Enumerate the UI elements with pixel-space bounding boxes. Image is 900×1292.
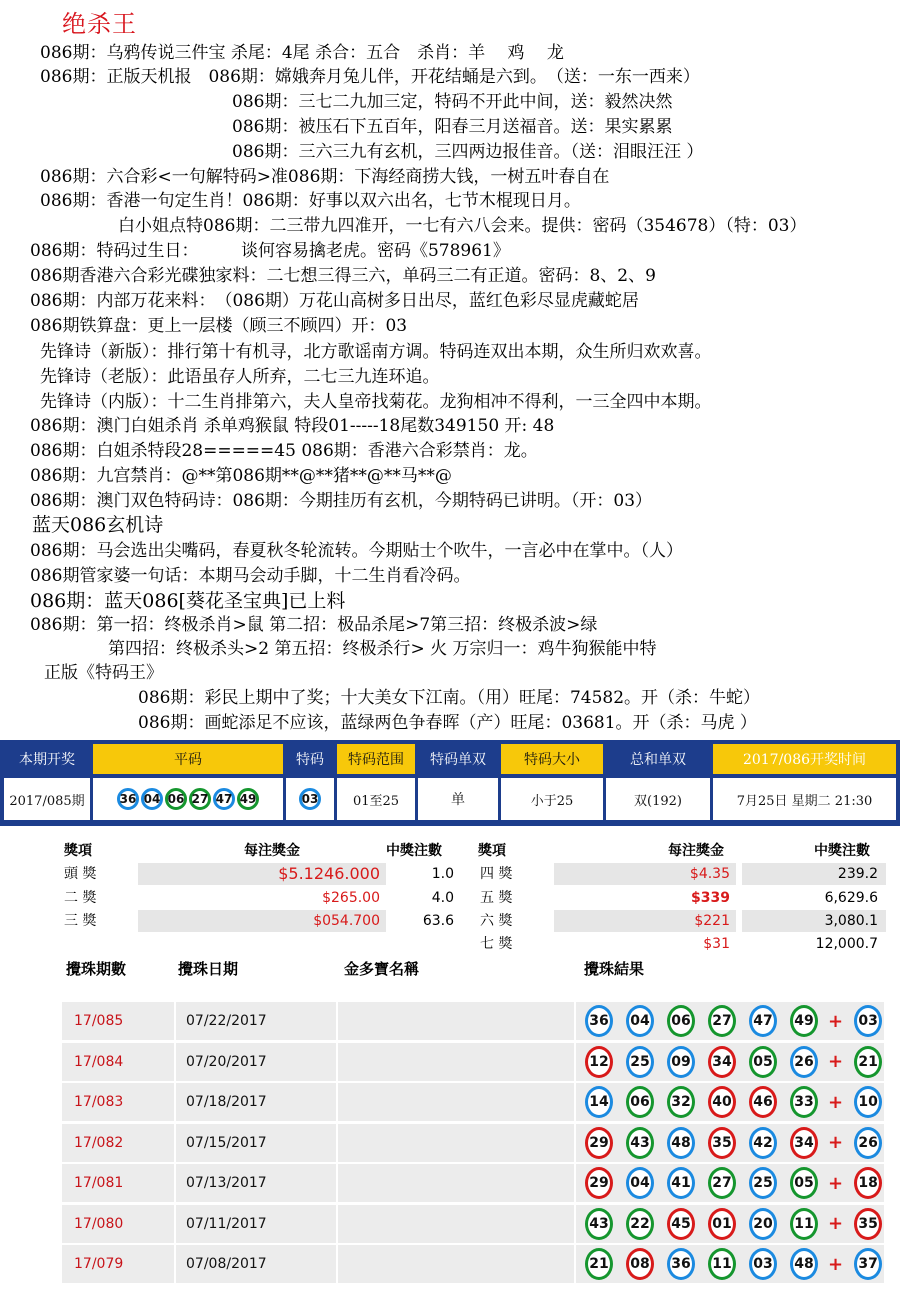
plus-icon: +	[828, 1172, 844, 1194]
table-row	[62, 1043, 884, 1081]
prize-row	[476, 863, 886, 885]
prize-count: 4.0	[431, 890, 454, 906]
draw-time: 7月25日 星期二 21:30	[713, 778, 896, 820]
plus-icon: +	[828, 1010, 844, 1032]
number-ball: 09	[667, 1046, 695, 1078]
number-ball: 04	[141, 788, 163, 810]
text-line: 正版《特码王》	[44, 663, 163, 683]
text-line: 086期：蓝天086[葵花圣宝典]已上料	[30, 590, 346, 612]
number-ball: 48	[667, 1127, 695, 1159]
number-ball: 43	[626, 1127, 654, 1159]
prize-header: 中獎注數	[386, 843, 442, 859]
text-line: 086期：特码过生日： 谈何容易擒老虎。密码《578961》	[30, 241, 510, 261]
column-divider	[174, 1124, 176, 1162]
number-ball: 08	[626, 1248, 654, 1280]
prize-amount: $339	[691, 890, 730, 906]
column-divider	[336, 1164, 338, 1202]
prize-row	[60, 863, 462, 885]
text-line: 086期：正版天机报 086期：嫦娥奔月兔儿伴，开花结蛹是六到。 （送：一东一西来）	[40, 67, 700, 87]
text-line: 086期：澳门双色特码诗：086期：今期挂历有玄机，今期特码已讲明。（开：03）	[30, 491, 653, 511]
column-divider	[574, 1083, 576, 1121]
number-ball: 05	[790, 1167, 818, 1199]
column-divider	[574, 1245, 576, 1283]
prize-name: 四 獎	[480, 866, 513, 882]
prize-header: 獎項	[64, 843, 92, 859]
text-line: 086期铁算盘：更上一层楼（顾三不顾四）开：03	[30, 316, 408, 336]
text-line: 先锋诗（新版）：排行第十有机寻，北方歌谣南方调。特码连双出本期，众生所归欢欢喜。	[40, 342, 712, 362]
text-line: 086期：乌鸦传说三件宝 杀尾：4尾 杀合：五合 杀肖：羊 鸡 龙	[40, 43, 564, 63]
number-ball: 20	[749, 1208, 777, 1240]
text-line: 白小姐点特086期：二三带九四准开，一七有六八会来。提供：密码（354678）（特：03）	[118, 216, 807, 236]
table-row	[62, 1245, 884, 1283]
number-ball: 47	[213, 788, 235, 810]
result-balls	[584, 1005, 894, 1037]
column-divider	[336, 1083, 338, 1121]
number-ball: 32	[667, 1086, 695, 1118]
text-line: 086期：马会选出尖嘴码，春夏秋冬轮流转。今期贴士个吹牛，一言必中在掌中。（人）	[30, 541, 683, 561]
column-divider	[336, 1245, 338, 1283]
text-line: 086期：画蛇添足不应该，蓝绿两色争春晖（产）旺尾：03681。开（杀：马虎 ）	[138, 713, 757, 733]
prize-header: 中獎注數	[814, 843, 870, 859]
result-date: 07/20/2017	[186, 1053, 267, 1070]
text-line: 086期：三七二九加三定，特码不开此中间，送：毅然决然	[232, 92, 673, 112]
text-line: 086期香港六合彩光碟独家料：二七想三得三六，单码三二有正道。密码：8、2、9	[30, 266, 656, 286]
table-row	[62, 1164, 884, 1202]
prize-count: 239.2	[742, 863, 886, 885]
prize-count: 6,629.6	[824, 890, 878, 906]
number-ball: 27	[708, 1005, 736, 1037]
prize-row	[60, 910, 462, 932]
result-balls	[584, 1086, 894, 1118]
number-ball: 36	[117, 788, 139, 810]
number-ball: 35	[708, 1127, 736, 1159]
draw-special	[286, 778, 334, 820]
results-header: 攪珠日期	[178, 960, 239, 978]
number-ball: 29	[585, 1127, 613, 1159]
number-ball: 46	[749, 1086, 777, 1118]
number-ball: 36	[585, 1005, 613, 1037]
text-line: 086期：九宫禁肖：@**第086期**@**猪**@**马**@	[30, 466, 452, 486]
table-row	[62, 1002, 884, 1040]
number-ball: 06	[667, 1005, 695, 1037]
plus-icon: +	[828, 1213, 844, 1234]
number-ball: 27	[189, 788, 211, 810]
column-divider	[174, 1245, 176, 1283]
prize-table	[0, 836, 900, 956]
results-header: 攪珠期數	[66, 960, 127, 978]
number-ball: 21	[854, 1046, 882, 1078]
draw-header: 本期开奖	[4, 744, 90, 774]
result-balls	[584, 1127, 894, 1159]
text-line: 086期：第一招：终极杀肖>鼠 第二招：极品杀尾>7第三招：终极杀波>绿	[30, 615, 598, 635]
number-ball: 34	[790, 1127, 818, 1159]
number-ball: 43	[585, 1208, 613, 1240]
number-ball: 34	[708, 1046, 736, 1078]
column-divider	[174, 1164, 176, 1202]
draw-header: 平码	[93, 744, 283, 774]
number-ball: 25	[749, 1167, 777, 1199]
prize-row	[476, 887, 886, 909]
table-row	[62, 1124, 884, 1162]
prize-row	[60, 887, 462, 909]
result-balls	[584, 1248, 894, 1280]
number-ball: 33	[790, 1086, 818, 1118]
number-ball: 12	[585, 1046, 613, 1078]
number-ball: 03	[749, 1248, 777, 1280]
number-ball: 27	[708, 1167, 736, 1199]
prize-name: 七 獎	[480, 936, 513, 952]
result-period: 17/081	[74, 1175, 124, 1191]
prize-row	[476, 933, 886, 955]
column-divider	[574, 1124, 576, 1162]
text-line: 先锋诗（老版）：此语虽存人所弃，二七三九连环追。	[40, 367, 440, 387]
text-line: 086期：被压石下五百年，阳春三月送福音。送：果实累累	[232, 117, 673, 137]
number-ball: 04	[626, 1167, 654, 1199]
draw-header: 特码范围	[337, 744, 415, 774]
draw-size: 小于25	[501, 778, 603, 820]
prize-amount: $31	[703, 936, 730, 952]
text-line: 086期：三六三九有玄机，三四两边报佳音。（送：泪眼汪汪 ）	[232, 142, 704, 162]
plus-icon: +	[828, 1253, 844, 1275]
number-ball: 04	[626, 1005, 654, 1037]
result-period: 17/079	[74, 1256, 124, 1272]
table-row	[62, 1205, 884, 1243]
number-ball: 06	[165, 788, 187, 810]
number-ball: 03	[854, 1005, 882, 1037]
column-divider	[174, 1083, 176, 1121]
column-divider	[336, 1205, 338, 1243]
draw-header: 特码	[286, 744, 334, 774]
result-period: 17/085	[74, 1013, 124, 1029]
result-date: 07/08/2017	[186, 1256, 267, 1272]
number-ball: 01	[708, 1208, 736, 1240]
text-line: 086期管家婆一句话：本期马会动手脚，十二生肖看冷码。	[30, 566, 471, 586]
number-ball: 22	[626, 1208, 654, 1240]
draw-balls	[93, 778, 283, 820]
page-title: 绝杀王	[62, 10, 137, 38]
column-divider	[174, 1002, 176, 1040]
number-ball: 06	[626, 1086, 654, 1118]
draw-period: 2017/085期	[4, 778, 90, 820]
number-ball: 48	[790, 1248, 818, 1280]
text-line: 086期：香港一句定生肖！086期：好事以双六出名，七节木棍现日月。	[40, 191, 581, 211]
number-ball: 35	[854, 1208, 882, 1240]
result-date: 07/18/2017	[186, 1094, 267, 1110]
result-period: 17/082	[74, 1134, 124, 1151]
result-date: 07/11/2017	[186, 1215, 267, 1232]
prize-row	[476, 910, 886, 932]
draw-header: 总和单双	[606, 744, 710, 774]
number-ball: 45	[667, 1208, 695, 1240]
draw-odd-even: 单	[418, 778, 498, 820]
draw-range: 01至25	[337, 778, 415, 820]
draw-table	[0, 740, 900, 826]
prize-header: 獎項	[478, 843, 506, 859]
results-header: 金多寶名稱	[344, 960, 420, 978]
result-balls	[584, 1167, 894, 1199]
number-ball: 37	[854, 1248, 882, 1280]
text-line: 086期：澳门白姐杀肖 杀单鸡猴鼠 特段01-----18尾数349150 开: 48	[30, 416, 555, 436]
column-divider	[574, 1205, 576, 1243]
column-divider	[174, 1205, 176, 1243]
prize-name: 三 獎	[64, 913, 97, 929]
number-ball: 25	[626, 1046, 654, 1078]
number-ball: 26	[790, 1046, 818, 1078]
number-ball: 11	[790, 1208, 818, 1240]
draw-header: 特码单双	[418, 744, 498, 774]
prize-amount: $054.700	[138, 910, 386, 932]
number-ball: 18	[854, 1167, 882, 1199]
result-period: 17/083	[74, 1094, 124, 1110]
result-balls	[584, 1208, 894, 1240]
text-line: 第四招：终极杀头>2 第五招：终极杀行> 火 万宗归一：鸡牛狗猴能中特	[108, 639, 657, 659]
prize-amount: $4.35	[554, 863, 736, 885]
number-ball: 49	[237, 788, 259, 810]
draw-sum: 双(192)	[606, 778, 710, 820]
plus-icon: +	[828, 1051, 844, 1072]
prize-amount: $221	[554, 910, 736, 932]
text-line: 086期：白姐杀特段28=====45 086期：香港六合彩禁肖：龙。	[30, 441, 538, 461]
prize-name: 二 獎	[64, 890, 97, 906]
column-divider	[174, 1043, 176, 1081]
draw-header: 特码大小	[501, 744, 603, 774]
prize-header: 每注獎金	[244, 843, 300, 859]
prize-count: 1.0	[431, 866, 454, 882]
column-divider	[574, 1043, 576, 1081]
number-ball: 14	[585, 1086, 613, 1118]
result-balls	[584, 1046, 894, 1078]
result-date: 07/15/2017	[186, 1134, 267, 1151]
result-period: 17/084	[74, 1053, 124, 1070]
number-ball: 26	[854, 1127, 882, 1159]
prize-name: 頭 獎	[64, 866, 97, 882]
number-ball: 03	[299, 788, 321, 810]
prize-name: 五 獎	[480, 890, 513, 906]
number-ball: 11	[708, 1248, 736, 1280]
column-divider	[336, 1002, 338, 1040]
number-ball: 40	[708, 1086, 736, 1118]
prize-header: 每注獎金	[668, 843, 724, 859]
number-ball: 21	[585, 1248, 613, 1280]
text-line: 086期：内部万花来料： （086期）万花山高树多日出尽，蓝红色彩尽显虎藏蛇居	[30, 291, 639, 311]
text-line: 086期：六合彩<一句解特码>准086期：下海经商捞大钱，一树五叶春自在	[40, 167, 610, 187]
plus-icon: +	[828, 1091, 844, 1113]
prize-name: 六 獎	[480, 913, 513, 929]
number-ball: 41	[667, 1167, 695, 1199]
number-ball: 47	[749, 1005, 777, 1037]
column-divider	[336, 1124, 338, 1162]
prize-count: 3,080.1	[742, 910, 886, 932]
result-date: 07/22/2017	[186, 1013, 267, 1029]
number-ball: 42	[749, 1127, 777, 1159]
column-divider	[574, 1164, 576, 1202]
results-header: 攪珠結果	[584, 960, 645, 978]
result-date: 07/13/2017	[186, 1175, 267, 1191]
number-ball: 29	[585, 1167, 613, 1199]
plus-icon: +	[828, 1132, 844, 1153]
number-ball: 49	[790, 1005, 818, 1037]
text-line: 086期：彩民上期中了奖；十大美女下江南。（用）旺尾：74582。开（杀：牛蛇）	[138, 688, 761, 708]
number-ball: 10	[854, 1086, 882, 1118]
text-line: 蓝天086玄机诗	[32, 514, 164, 536]
prize-amount: $265.00	[322, 890, 380, 906]
prize-amount: $5.1246.000	[138, 863, 386, 885]
column-divider	[336, 1043, 338, 1081]
result-period: 17/080	[74, 1215, 124, 1232]
column-divider	[574, 1002, 576, 1040]
number-ball: 05	[749, 1046, 777, 1078]
prize-count: 63.6	[422, 913, 454, 929]
prize-count: 12,000.7	[815, 936, 878, 952]
draw-header: 2017/086开奖时间	[713, 744, 896, 774]
number-ball: 36	[667, 1248, 695, 1280]
table-row	[62, 1083, 884, 1121]
text-line: 先锋诗（内版）：十二生肖排第六，夫人皇帝找菊花。龙狗相冲不得利，一三全四中本期。	[40, 392, 712, 412]
